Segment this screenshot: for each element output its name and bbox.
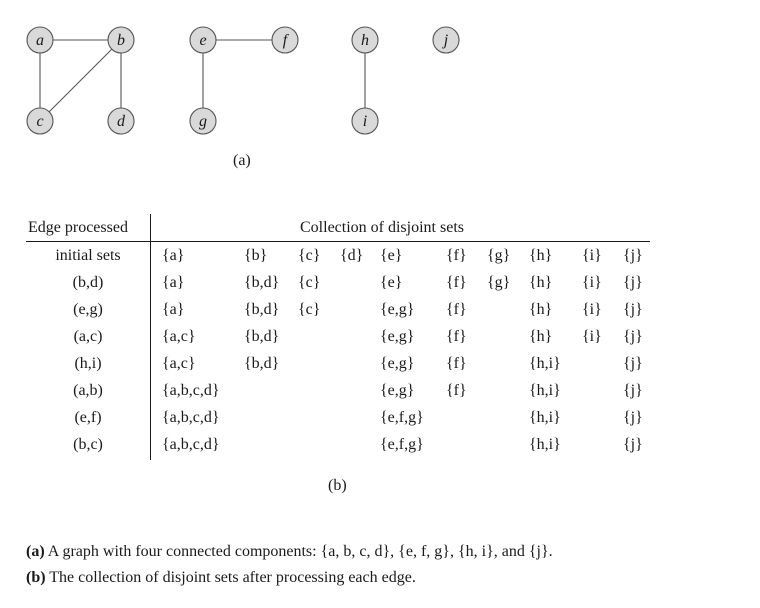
set-cell: {a,c}: [162, 355, 196, 372]
set-cell: {b,d}: [244, 301, 280, 318]
set-cell: {g}: [487, 247, 511, 264]
edge-processed-cell: (a,c): [73, 328, 103, 345]
caption-b: [26, 565, 553, 591]
table-vertical-rule: [150, 214, 151, 460]
set-cell: {g}: [487, 274, 511, 291]
header-collection: Collection of disjoint sets: [300, 219, 464, 236]
caption-b-tag: (b): [26, 569, 46, 586]
edge-processed-cell: (b,c): [73, 436, 103, 453]
caption-a: [26, 539, 553, 565]
set-cell: {h,i}: [529, 355, 561, 372]
edge-processed-cell: (e,f): [74, 409, 102, 426]
set-cell: {a}: [162, 301, 185, 318]
set-cell: {b,d}: [244, 274, 280, 291]
set-cell: {a,b,c,d}: [162, 409, 220, 426]
node-label-f: f: [282, 32, 288, 49]
graph-diagram: [0, 0, 760, 180]
node-label-h: h: [361, 32, 369, 49]
edge-b-c: [40, 40, 121, 121]
set-cell: {e}: [380, 247, 403, 264]
set-cell: {a}: [162, 274, 185, 291]
node-g: [190, 108, 216, 134]
set-cell: {j}: [623, 409, 643, 426]
set-cell: {j}: [623, 328, 643, 345]
node-label-b: b: [117, 32, 125, 49]
node-h: [352, 27, 378, 53]
edge-processed-cell: (b,d): [72, 274, 104, 291]
set-cell: {i}: [582, 301, 602, 318]
figure-label-b: (b): [328, 477, 347, 494]
node-label-g: g: [199, 113, 207, 130]
edge-processed-cell: (e,g): [73, 301, 103, 318]
node-label-c: c: [36, 113, 44, 130]
edge-processed-cell: (a,b): [73, 382, 103, 399]
set-cell: {h}: [529, 274, 553, 291]
set-cell: {a,c}: [162, 328, 196, 345]
set-cell: {j}: [623, 301, 643, 318]
set-cell: {a}: [162, 247, 185, 264]
set-cell: {d}: [340, 247, 364, 264]
set-cell: {a,b,c,d}: [162, 436, 220, 453]
set-cell: {b}: [244, 247, 268, 264]
set-cell: {h,i}: [529, 382, 561, 399]
node-label-i: i: [362, 113, 368, 130]
set-cell: {j}: [623, 247, 643, 264]
node-label-d: d: [117, 113, 125, 130]
node-label-a: a: [36, 32, 44, 49]
node-i: [352, 108, 378, 134]
set-cell: {e,f,g}: [380, 409, 424, 426]
header-edge-processed: Edge processed: [28, 219, 128, 236]
set-cell: {f}: [446, 247, 467, 264]
set-cell: {j}: [623, 382, 643, 399]
disjoint-sets-table: [26, 214, 650, 460]
set-cell: {h}: [529, 328, 553, 345]
graph-nodes: [27, 27, 459, 134]
set-cell: {a,b,c,d}: [162, 382, 220, 399]
set-cell: {e,g}: [380, 355, 415, 372]
set-cell: {h,i}: [529, 436, 561, 453]
set-cell: {e}: [380, 274, 403, 291]
set-cell: {e,g}: [380, 328, 415, 345]
set-cell: {h}: [529, 301, 553, 318]
set-cell: {e,g}: [380, 301, 415, 318]
node-e: [190, 27, 216, 53]
caption-b-text: The collection of disjoint sets after processing each edge.: [49, 569, 416, 586]
table-horizontal-rule: [26, 241, 650, 242]
set-cell: {j}: [623, 355, 643, 372]
node-d: [108, 108, 134, 134]
figure-label-a: (a): [233, 152, 251, 169]
set-cell: {h}: [529, 247, 553, 264]
set-cell: {c}: [298, 274, 321, 291]
set-cell: {f}: [446, 301, 467, 318]
node-c: [27, 108, 53, 134]
caption-a-text: A graph with four connected components: {a, b, c, d}, {e, f, g}, {h, i}, and {j}.: [47, 543, 553, 560]
edge-processed-cell: (h,i): [74, 355, 102, 372]
set-cell: {i}: [582, 274, 602, 291]
set-cell: {f}: [446, 355, 467, 372]
node-b: [108, 27, 134, 53]
set-cell: {f}: [446, 328, 467, 345]
set-cell: {b,d}: [244, 355, 280, 372]
set-cell: {i}: [582, 328, 602, 345]
set-cell: {h,i}: [529, 409, 561, 426]
node-f: [272, 27, 298, 53]
edge-processed-cell: initial sets: [55, 247, 121, 264]
set-cell: {e,f,g}: [380, 436, 424, 453]
set-cell: {c}: [298, 247, 321, 264]
set-cell: {i}: [582, 247, 602, 264]
set-cell: {j}: [623, 436, 643, 453]
node-label-j: j: [443, 32, 449, 49]
set-cell: {f}: [446, 382, 467, 399]
node-a: [27, 27, 53, 53]
set-cell: {j}: [623, 274, 643, 291]
figure-captions: [26, 539, 553, 591]
set-cell: {b,d}: [244, 328, 280, 345]
set-cell: {c}: [298, 301, 321, 318]
set-cell: {f}: [446, 274, 467, 291]
node-label-e: e: [199, 32, 207, 49]
caption-a-tag: (a): [26, 543, 45, 560]
node-j: [433, 27, 459, 53]
set-cell: {e,g}: [380, 382, 415, 399]
